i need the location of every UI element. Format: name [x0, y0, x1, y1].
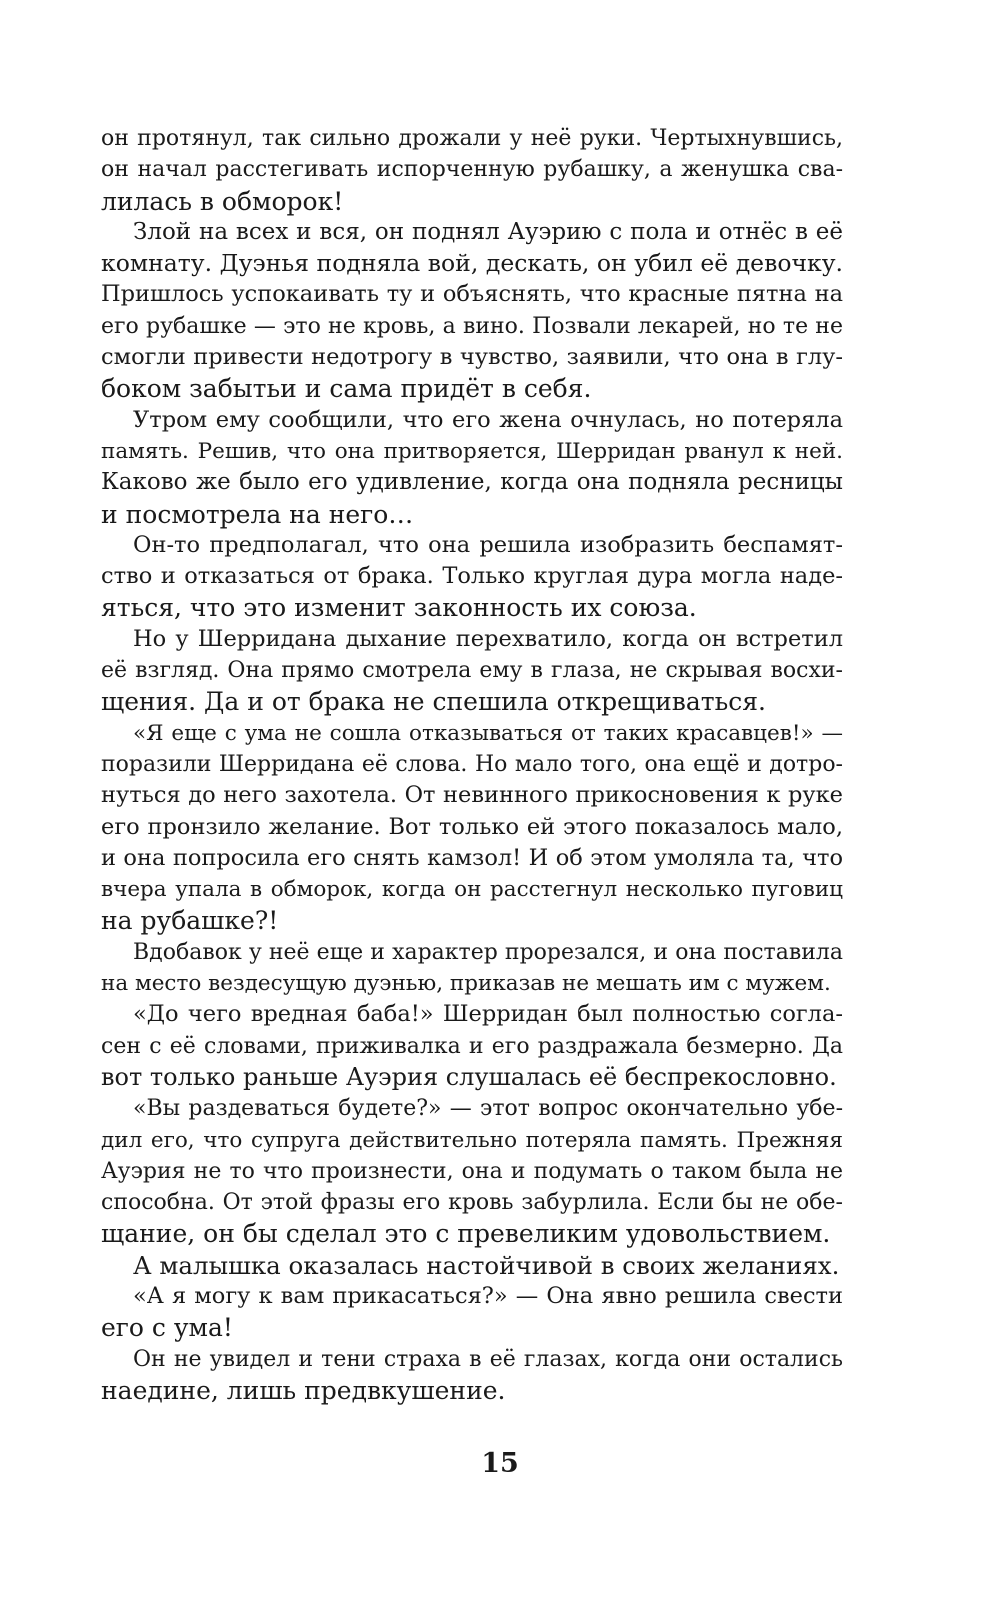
text-line: Каково же было его удивление, когда она подняла ресницы [101, 469, 843, 496]
text-line: яться, что это изменит законность их союза. [101, 593, 697, 623]
text-line: он начал расстегивать испорченную рубашку, а женушка сва- [101, 157, 843, 183]
text-line: Ауэрия не то что произнести, она и подумать о таком была не [101, 1158, 843, 1184]
text-line: лилась в обморок! [101, 186, 344, 216]
text-line: ство и отказаться от брака. Только круглая дура могла наде- [101, 563, 843, 590]
body-text [101, 123, 843, 1406]
text-line: способна. От этой фразы его кровь забурлила. Если бы не обе- [101, 1190, 843, 1216]
text-line: наедине, лишь предвкушение. [101, 1375, 506, 1405]
text-line: его рубашке — это не кровь, а вино. Позвали лекарей, но те не [101, 313, 843, 339]
text-line: А малышка оказалась настойчивой в своих желаниях. [133, 1250, 840, 1280]
text-line: Он не увидел и тени страха в её глазах, когда они остались [133, 1346, 843, 1372]
text-line: Но у Шерридана дыхание перехватило, когда он встретил [133, 625, 843, 652]
text-line: вот только раньше Ауэрия слушалась её беспрекословно. [101, 1062, 837, 1091]
text-line: «До чего вредная баба!» Шерридан был полностью согла- [133, 1001, 843, 1028]
text-line: на место вездесущую дуэнью, приказав не мешать им с мужем. [101, 971, 831, 997]
text-line: его пронзило желание. Вот только ей этого показалось мало, [101, 813, 843, 840]
text-line: его с ума! [101, 1313, 233, 1343]
text-line: и она попросила его снять камзол! И об этом умоляла та, что [101, 844, 843, 871]
text-line: нуться до него захотела. От невинного прикосновения к руке [101, 782, 843, 809]
text-line: «А я могу к вам прикасаться?» — Она явно решила свести [133, 1282, 843, 1309]
text-line: поразили Шерридана её слова. Но мало того, она ещё и дотро- [101, 751, 843, 777]
text-line: Пришлось успокаивать ту и объяснять, что красные пятна на [101, 281, 843, 308]
text-line: и посмотрела на него… [101, 499, 414, 529]
text-line: Он-то предполагал, что она решила изобразить беспамят- [133, 531, 843, 558]
text-line: Злой на всех и вся, он поднял Ауэрию с пола и отнёс в её [133, 218, 843, 245]
text-line: «Вы раздеваться будете?» — этот вопрос окончательно убе- [133, 1096, 843, 1122]
text-line: смогли привести недотрогу в чувство, заявили, что она в глу- [101, 344, 843, 371]
text-line: щения. Да и от брака не спешила открещиваться. [101, 687, 766, 717]
text-line: комнату. Дуэнья подняла вой, дескать, он убил её девочку. [101, 249, 843, 278]
text-line: щание, он бы сделал это с превеликим удовольствием. [101, 1219, 831, 1249]
text-line: дил его, что супруга действительно потеряла память. Прежняя [101, 1127, 843, 1153]
text-line: боком забытьи и сама придёт в себя. [101, 374, 592, 404]
text-line: её взгляд. Она прямо смотрела ему в глаза, не скрывая восхи- [101, 658, 843, 684]
text-line: Утром ему сообщили, что его жена очнулась, но потеряла [133, 406, 843, 433]
text-line: сен с её словами, приживалка и его раздражала безмерно. Да [101, 1033, 843, 1059]
text-line: память. Решив, что она притворяется, Шерридан рванул к ней. [101, 438, 843, 464]
text-line: на рубашке?! [101, 906, 279, 936]
text-line: «Я еще с ума не сошла отказываться от таких красавцев!» — [133, 720, 843, 746]
text-line: он протянул, так сильно дрожали у неё руки. Чертыхнувшись, [101, 126, 843, 151]
page-number: 15 [481, 1448, 519, 1479]
text-line: вчера упала в обморок, когда он расстегнул несколько пуговиц [101, 877, 843, 903]
text-line: Вдобавок у неё еще и характер прорезался, и она поставила [133, 939, 843, 965]
